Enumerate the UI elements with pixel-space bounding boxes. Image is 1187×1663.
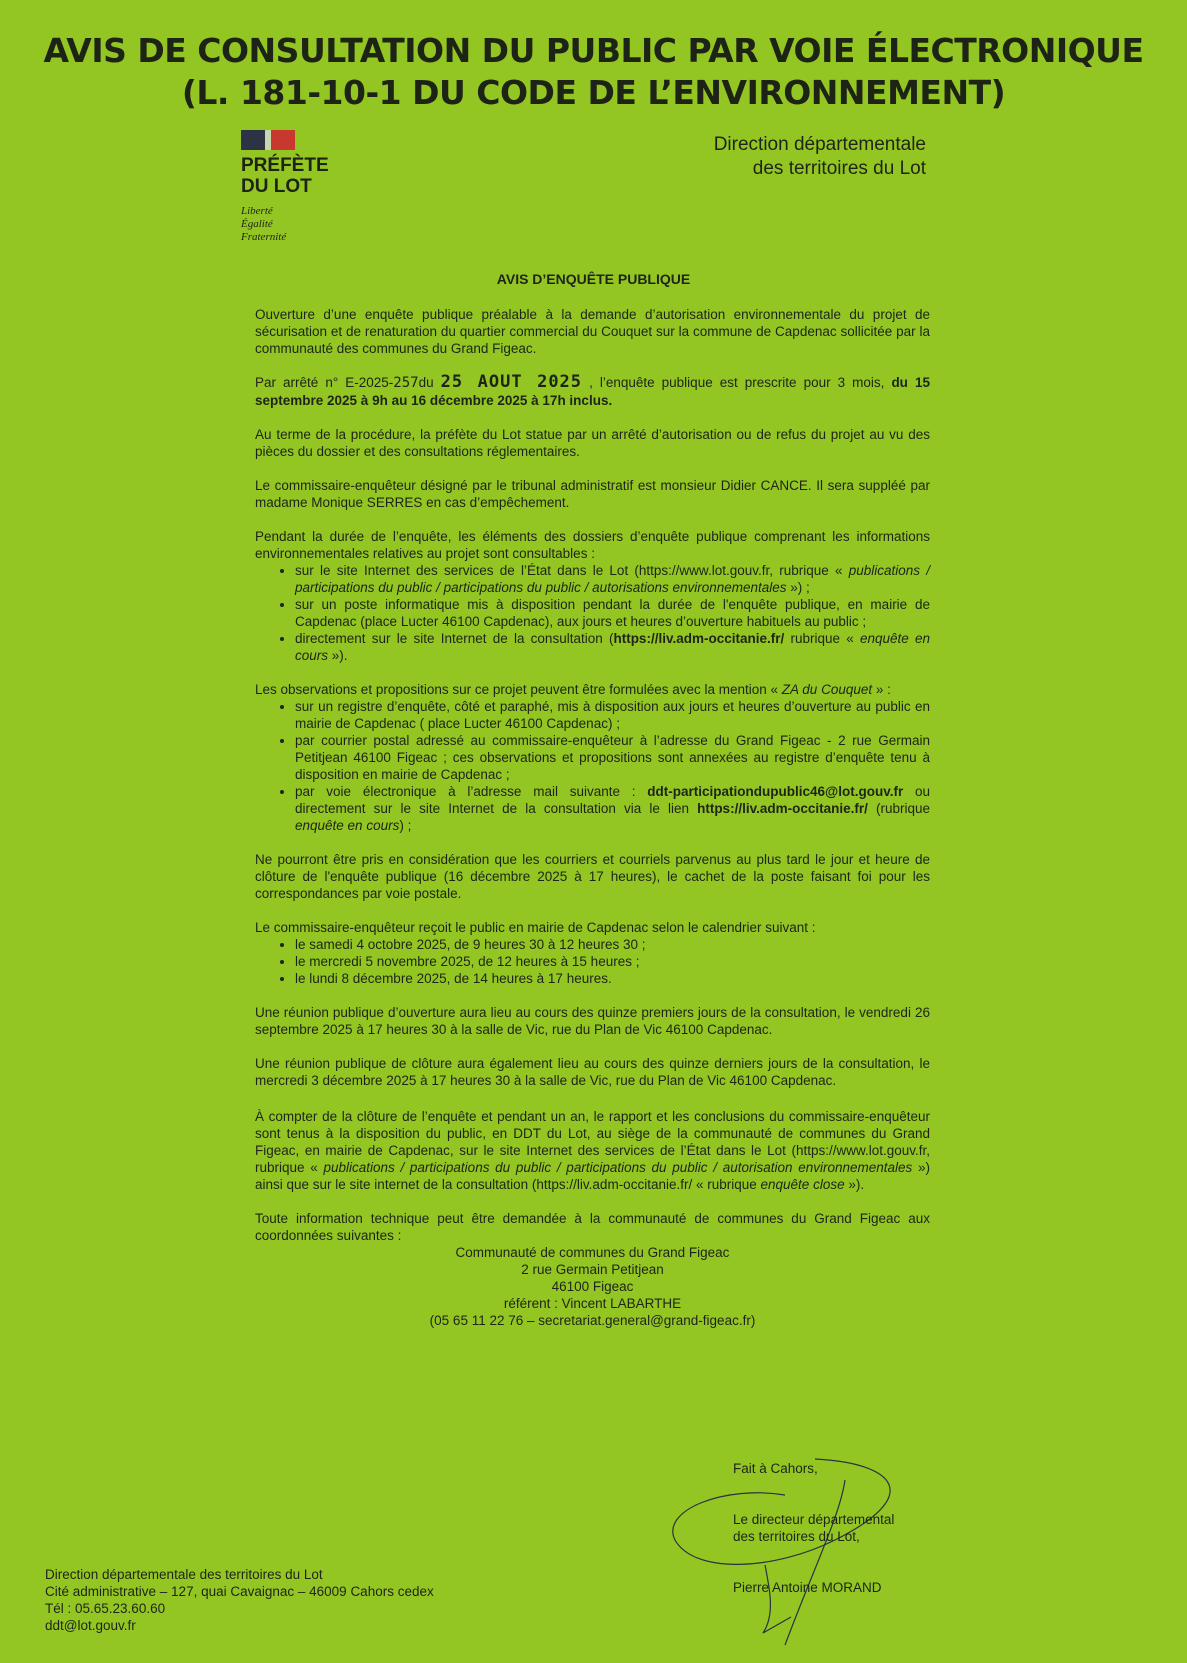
marianne-flag-icon	[241, 130, 295, 150]
opening-meeting-paragraph: Une réunion publique d’ouverture aura lieu au cours des quinze premiers jours de la consultation, le vendredi 26 septembre 2025 à 17 heures 30 à la salle de Vic, rue du Plan de Vic 46100 Capdenac.	[255, 1005, 930, 1037]
consult-intro: Pendant la durée de l’enquête, les éléments des dossiers d’enquête publique comprenant les informations environnementales relatives au projet sont consultables :	[255, 529, 930, 561]
page-title	[0, 30, 1187, 114]
deadline-paragraph: Ne pourront être pris en considération que les courriers et courriels parvenus au plus tard le jour et heure de clôture de l'enquête publique (16 décembre 2025 à 17 heures), le cachet de la poste faisant foi pour les correspondances par voie postale.	[255, 852, 930, 901]
email-link[interactable]: ddt-participationdupublic46@lot.gouv.fr	[647, 784, 904, 799]
consultation-link[interactable]: https://liv.adm-occitanie.fr/	[613, 631, 785, 646]
list-item: • le lundi 8 décembre 2025, de 14 heures à 17 heures.	[295, 970, 930, 987]
list-item: • sur un registre d’enquête, côté et paraphé, mis à disposition aux jours et heures d’ouverture au public en mairie de Capdenac ( place Lucter 46100 Capdenac) ;	[295, 698, 930, 732]
list-item: • sur le site Internet des services de l’État dans le Lot (https://www.lot.gouv.fr, rubrique « publications / participations du public / participations du public / autorisations environnementales ») ;	[295, 562, 930, 596]
decree-date-stamp: 25 AOUT 2025	[440, 372, 583, 392]
list-item: • par voie électronique à l’adresse mail suivante : ddt-participationdupublic46@lot.gouv.fr ou directement sur le site Internet de la consultation via le lien https://liv.adm-occitanie.fr/ (rubrique enquête en cours) ;	[295, 783, 930, 834]
decree-number: 257	[393, 375, 419, 391]
report-paragraph: À compter de la clôture de l’enquête et pendant un an, le rapport et les conclusions du commissaire-enquêteur sont tenus à la disposition du public, en DDT du Lot, au siège de la communauté de communes du Grand Figeac, en mairie de Capdenac, sur le site Internet des services de l’État dans le Lot (https://www.lot.gouv.fr, rubrique « publications / participations du public / participations du public / autorisation environnementales ») ainsi que sur le site internet de la consultation (https://liv.adm-occitanie.fr/ « rubrique enquête close »).	[255, 1109, 930, 1192]
notice-title: AVIS D’ENQUÊTE PUBLIQUE	[496, 271, 691, 287]
footer-address: Direction départementale des territoires du Lot Cité administrative – 127, quai Cavaignac – 46009 Cahors cedex Tél : 05.65.23.60.60 ddt@lot.gouv.fr	[45, 1567, 434, 1633]
opening-paragraph: Ouverture d’une enquête publique préalable à la demande d’autorisation environnementale du projet de sécurisation et de renaturation du quartier commercial du Couquet sur la commune de Capdenac sollicitée par la communauté des communes du Grand Figeac.	[255, 307, 930, 356]
consult-list	[255, 562, 930, 664]
signatory-name: Pierre Antoine MORAND	[733, 1580, 882, 1595]
consultation-link[interactable]: https://liv.adm-occitanie.fr/	[697, 801, 868, 816]
info-paragraph: Toute information technique peut être demandée à la communauté de communes du Grand Figeac aux coordonnées suivantes :	[255, 1211, 930, 1243]
list-item: • directement sur le site Internet de la consultation (https://liv.adm-occitanie.fr/ rubrique « enquête en cours »).	[295, 630, 930, 664]
signature-place: Fait à Cahors,	[733, 1461, 818, 1476]
commissioner-paragraph: Le commissaire-enquêteur désigné par le tribunal administratif est monsieur Didier CANCE. Il sera suppléé par madame Monique SERRES en cas d’empêchement.	[255, 478, 930, 510]
observations-intro: Les observations et propositions sur ce projet peuvent être formulées avec la mention « ZA du Couquet » :	[255, 682, 891, 697]
contact-block: Communauté de communes du Grand Figeac 2 rue Germain Petitjean 46100 Figeac référent : Vincent LABARTHE (05 65 11 22 76 – secretariat.general@grand-figeac.fr)	[429, 1245, 756, 1328]
signature-block	[733, 1460, 943, 1596]
signature-role: Le directeur départemental des territoires du Lot,	[733, 1512, 895, 1544]
logo-motto: Liberté Égalité Fraternité	[241, 205, 287, 243]
notice-body	[255, 306, 930, 1329]
closing-meeting-paragraph: Une réunion publique de clôture aura également lieu au cours des quinze derniers jours de la consultation, le mercredi 3 décembre 2025 à 17 heures 30 à la salle de Vic, rue du Plan de Vic 46100 Capdenac.	[255, 1056, 930, 1088]
decree-paragraph: Par arrêté n° E-2025-257du 25 AOUT 2025 , l’enquête publique est prescrite pour 3 mois, du 15 septembre 2025 à 9h au 16 décembre 2025 à 17h inclus.	[255, 372, 930, 408]
schedule-intro: Le commissaire-enquêteur reçoit le public en mairie de Capdenac selon le calendrier suivant :	[255, 920, 816, 935]
observations-list	[255, 698, 930, 834]
procedure-paragraph: Au terme de la procédure, la préfète du Lot statue par un arrêté d’autorisation ou de refus du projet au vu des pièces du dossier et des consultations réglementaires.	[255, 427, 930, 459]
schedule-list	[255, 936, 930, 987]
list-item: • le samedi 4 octobre 2025, de 9 heures 30 à 12 heures 30 ;	[295, 936, 930, 953]
list-item: • sur un poste informatique mis à disposition pendant la durée de l'enquête publique, en mairie de Capdenac (place Lucter 46100 Capdenac), aux jours et heures d’ouverture habituels au public ;	[295, 596, 930, 630]
logo-name: PRÉFÈTE DU LOT	[241, 155, 329, 197]
list-item: • le mercredi 5 novembre 2025, de 12 heures à 15 heures ;	[295, 953, 930, 970]
issuer-block: Direction départementale des territoires du Lot	[713, 134, 926, 179]
prefecture-logo	[241, 130, 361, 244]
title-line-2: (L. 181-10-1 DU CODE DE L’ENVIRONNEMENT)	[181, 73, 1006, 112]
list-item: • par courrier postal adressé au commissaire-enquêteur à l’adresse du Grand Figeac - 2 rue Germain Petitjean 46100 Figeac ; ces observations et propositions sont annexées au registre d’enquête tenu à disposition en mairie de Capdenac ;	[295, 732, 930, 783]
title-line-1: AVIS DE CONSULTATION DU PUBLIC PAR VOIE ÉLECTRONIQUE	[43, 31, 1144, 70]
